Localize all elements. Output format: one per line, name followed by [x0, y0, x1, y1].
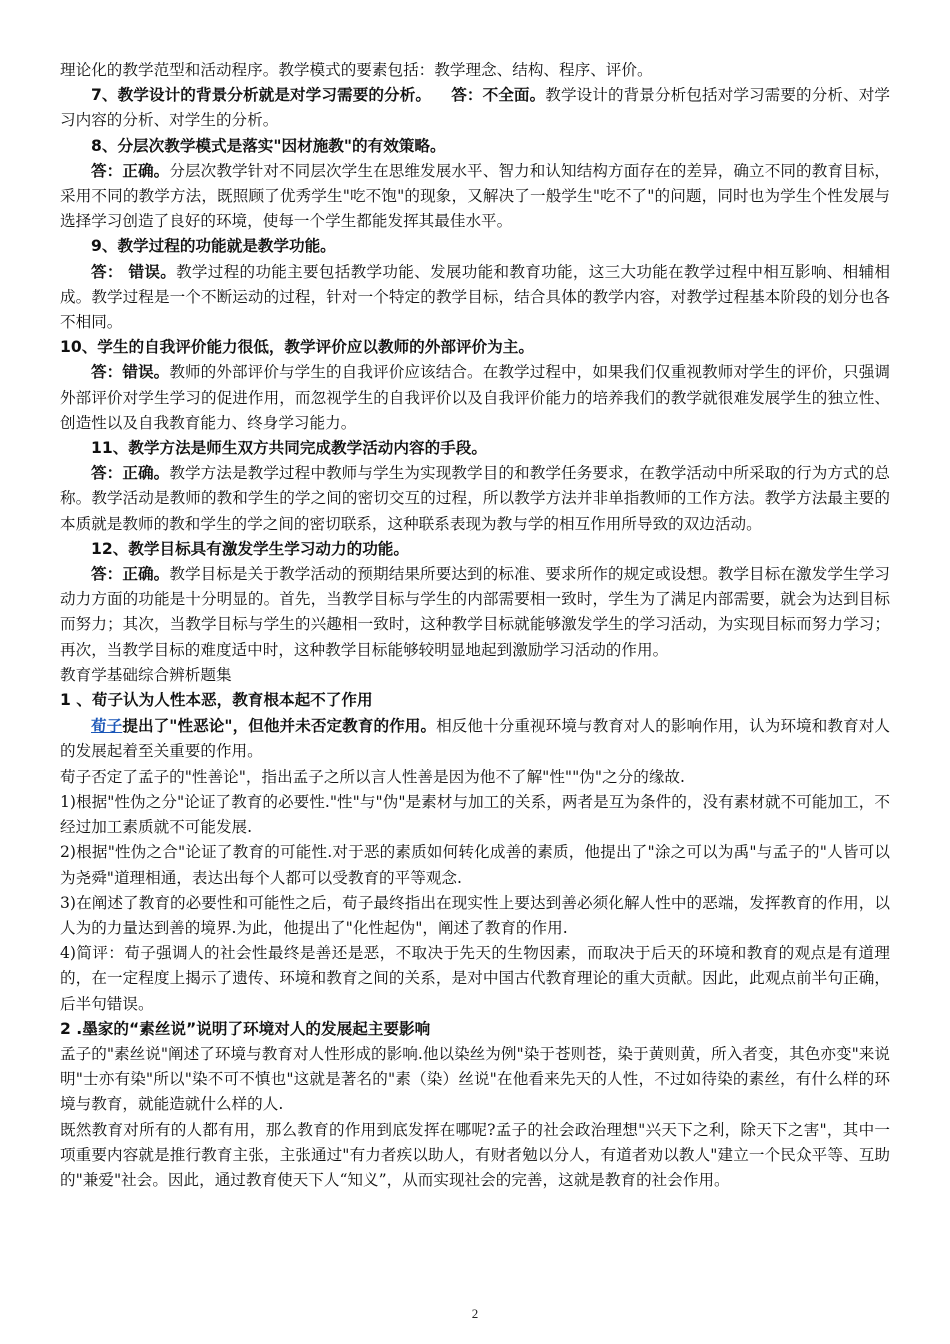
question-12: 12、教学目标具有激发学生学习动力的功能。 — [91, 539, 409, 558]
paragraph-continued: 理论化的教学范型和活动程序。教学模式的要素包括：教学理念、结构、程序、评价。 — [60, 61, 653, 79]
answer-8 — [60, 159, 890, 235]
answer-10-label: 答：错误。 — [91, 363, 170, 382]
question-11: 11、教学方法是师生双方共同完成教学活动内容的手段。 — [91, 439, 487, 458]
answer-8-text: 分层次教学针对不同层次学生在思维发展水平、智力和认知结构方面存在的差异，确立不同的教育目标，采用不同的教学方法，既照顾了优秀学生"吃不饱"的现象，又解决了一般学生"吃不了"的问题，同时也为学生个性发展与选择学习创造了良好的环境，使每一个学生都能发挥其最佳水平。 — [60, 161, 890, 231]
document-page — [60, 58, 890, 1193]
question-8: 8、分层次教学模式是落实"因材施教"的有效策略。 — [91, 136, 446, 155]
item-1-point-4: 4)简评：荀子强调人的社会性最终是善还是恶，不取决于先天的生物因素，而取决于后天的环境和教育的观点是有道理的，在一定程度上揭示了遗传、环境和教育之间的关系，是对中国古代教育理论的重大贡献。因此，此观点前半句正确，后半句错误。 — [60, 944, 890, 1013]
item-1-paragraph: 荀子否定了孟子的"性善论"，指出孟子之所以言人性善是因为他不了解"性""伪"之分的缘故. — [60, 767, 685, 786]
item-1-point-1: 1)根据"性伪之分"论证了教育的必要性."性"与"伪"是素材与加工的关系，两者是互为条件的，没有素材就不可能加工，不经过加工素质就不可能发展. — [60, 792, 890, 837]
item-1-lead — [60, 713, 890, 764]
answer-12-text: 教学目标是关于教学活动的预期结果所要达到的标准、要求所作的规定或设想。教学目标在激发学生学习动力方面的功能是十分明显的。首先，当教学目标与学生的内部需要相一致时，学生为了满足内部需要，就会为达到目标而努力；其次，当教学目标与学生的兴趣相一致时，这种教学目标就能够激发学生的学习活动，为实现目标而努力学习；再次，当教学目标的难度适中时，这种教学目标能够较明显地起到激励学习活动的作用。 — [60, 565, 890, 659]
answer-9-label: 答： 错误。 — [91, 262, 177, 281]
answer-9-text: 教学过程的功能主要包括教学功能、发展功能和教育功能，这三大功能在教学过程中相互影响、相辅相成。教学过程是一个不断运动的过程，针对一个特定的教学目标，结合具体的教学内容，对教学过程基本阶段的划分也各不相同。 — [60, 262, 890, 332]
item-2-heading: 2 .墨家的“素丝说”说明了环境对人的发展起主要影响 — [60, 1019, 431, 1038]
item-1-point-2: 2)根据"性伪之合"论证了教育的可能性.对于恶的素质如何转化成善的素质，他提出了"涂之可以为禹"与孟子的"人皆可以为尧舜"道理相通，表达出每个人都可以受教育的平等观念. — [60, 843, 890, 887]
item-2-paragraph-1: 孟子的"素丝说"阐述了环境与教育对人性形成的影响.他以染丝为例"染于苍则苍，染于黄则黄，所入者变，其色亦变"来说明"士亦有染"所以"染不可不慎也"这就是著名的"素（染）丝说"在他看来先天的人性，不过如待染的素丝，有什么样的环境与教育，就能造就什么样的人. — [60, 1044, 890, 1114]
answer-10-text: 教师的外部评价与学生的自我评价应该结合。在教学过程中，如果我们仅重视教师对学生的评价，只强调外部评价对学生学习的促进作用，而忽视学生的自我评价以及自我评价能力的培养我们的教学就很难发展学生的独立性、创造性以及自我教育能力、终身学习能力。 — [60, 363, 890, 432]
xunzi-link[interactable]: 荀子 — [91, 716, 123, 736]
question-9: 9、教学过程的功能就是教学功能。 — [91, 237, 336, 256]
item-1-heading: 1 、荀子认为人性本恶，教育根本起不了作用 — [60, 691, 373, 710]
answer-12-label: 答：正确。 — [91, 565, 170, 584]
answer-10 — [60, 360, 890, 436]
item-1-lead-bold: 提出了"性恶论"，但他并未否定教育的作用。 — [122, 717, 437, 736]
section-title: 教育学基础综合辨析题集 — [60, 665, 232, 684]
answer-11 — [60, 461, 890, 537]
answer-12 — [60, 562, 890, 663]
question-10: 10、学生的自我评价能力很低，教学评价应以教师的外部评价为主。 — [60, 338, 534, 357]
page-number: 2 — [471, 1306, 479, 1321]
answer-7-label: 答：不全面。 — [451, 86, 546, 105]
item-1-lead-rest: 相反他十分重视环境与教育对人的影响作用，认为环境和教育对人的发展起着至关重要的作用。 — [60, 717, 890, 761]
answer-9 — [60, 260, 890, 336]
question-7 — [60, 83, 890, 133]
answer-8-label: 答：正确。 — [91, 161, 170, 180]
answer-7-text: 教学设计的背景分析包括对学习需要的分析、对学习内容的分析、对学生的分析。 — [60, 86, 890, 130]
item-2-paragraph-2: 既然教育对所有的人都有用，那么教育的作用到底发挥在哪呢?孟子的社会政治理想"兴天下之利，除天下之害"，其中一项重要内容就是推行教育主张，主张通过"有力者疾以助人，有财者勉以分人，有道者劝以教人"建立一个民众平等、互助的"兼爱"社会。因此，通过教育使天下人“知义”，从而实现社会的完善，这就是教育的社会作用。 — [60, 1120, 890, 1189]
item-1-point-3: 3)在阐述了教育的必要性和可能性之后，荀子最终指出在现实性上要达到善必须化解人性中的恶端，发挥教育的作用，以人为的力量达到善的境界.为此，他提出了"化性起伪"，阐述了教育的作用. — [60, 893, 890, 937]
answer-11-text: 教学方法是教学过程中教师与学生为实现教学目的和教学任务要求，在教学活动中所采取的行为方式的总称。教学活动是教师的教和学生的学之间的密切交互的过程，所以教学方法并非单指教师的工作方法。教学方法最主要的本质就是教师的教和学生的学之间的密切联系，这种联系表现为教与学的相互作用所导致的双边活动。 — [60, 464, 890, 533]
answer-11-label: 答：正确。 — [91, 464, 170, 483]
question-7-text: 7、教学设计的背景分析就是对学习需要的分析。 — [91, 86, 432, 105]
